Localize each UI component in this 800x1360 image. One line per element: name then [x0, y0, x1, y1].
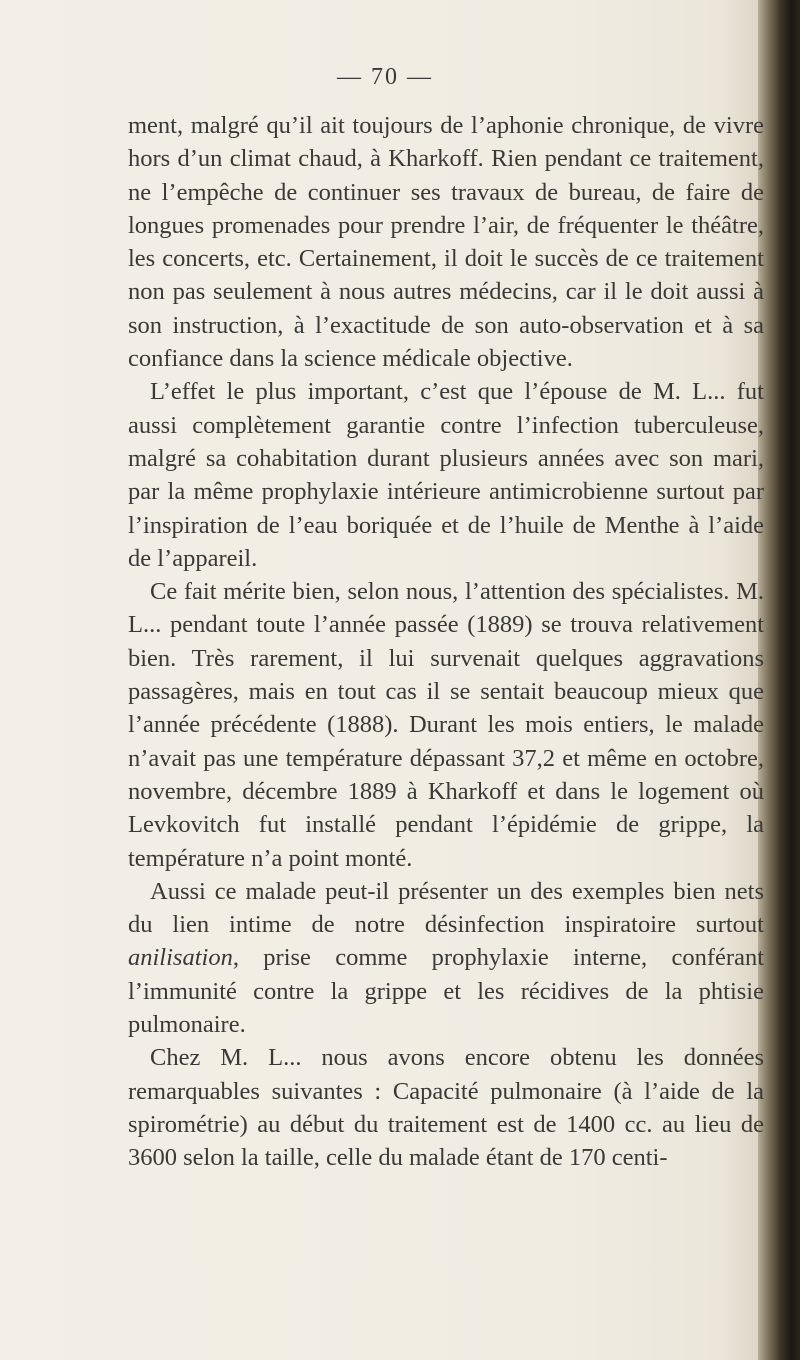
- paragraph-5: Chez M. L... nous avons encore obtenu les données remarquables suivantes : Capacité pulmonaire (à l’aide de la spirométrie) au début du traitement est de 1400 cc. au lieu de 3600 selon la taille, celle du malade étant de 170 centi-: [128, 1044, 764, 1172]
- paragraph-3: Ce fait mérite bien, selon nous, l’attention des spécialistes. M. L... pendant toute l’année passée (1889) se trouva relativement bien. Très rarement, il lui survenait quelques aggravations passagères, mais en tout cas il se sentait beaucoup mieux que l’année précédente (1888). Durant les mois entiers, le malade n’avait pas une température dépassant 37,2 et même en octobre, novembre, décembre 1889 à Kharkoff et dans le logement où Levkovitch fut installé pendant l’épidémie de grippe, la température n’a point monté.: [128, 578, 764, 872]
- body-text: [128, 109, 764, 1175]
- paragraph-1: ment, malgré qu’il ait toujours de l’aphonie chronique, de vivre hors d’un climat chaud, à Kharkoff. Rien pendant ce traitement, ne l’empêche de continuer ses travaux de bureau, de faire de longues promenades pour prendre l’air, de fréquenter le théâtre, les concerts, etc. Certainement, il doit le succès de ce traitement non pas seulement à nous autres médecins, car il le doit aussi à son instruction, à l’exactitude de son auto-observation et à sa confiance dans la science médicale objective.: [128, 112, 764, 373]
- paragraph-4-emphasis: anilisation: [128, 944, 233, 972]
- paragraph-4-before: Aussi ce malade peut-il présenter un des exemples bien nets du lien intime de notre désinfection inspiratoire surtout: [128, 877, 764, 939]
- paragraph-2: L’effet le plus important, c’est que l’épouse de M. L... fut aussi complètement garantie contre l’infection tuberculeuse, malgré sa cohabitation durant plusieurs années avec son mari, par la même prophylaxie intérieure antimicrobienne surtout par l’inspiration de l’eau boriquée et de l’huile de Menthe à l’aide de l’appareil.: [128, 378, 764, 572]
- paragraph-4-after: , prise comme prophylaxie interne, conférant l’immunité contre la grippe et les récidives de la phtisie pulmonaire.: [128, 944, 764, 1039]
- page-number: — 70 —: [337, 64, 433, 90]
- page-edge-shadow: [758, 0, 800, 1360]
- paragraph-4: [128, 875, 764, 1041]
